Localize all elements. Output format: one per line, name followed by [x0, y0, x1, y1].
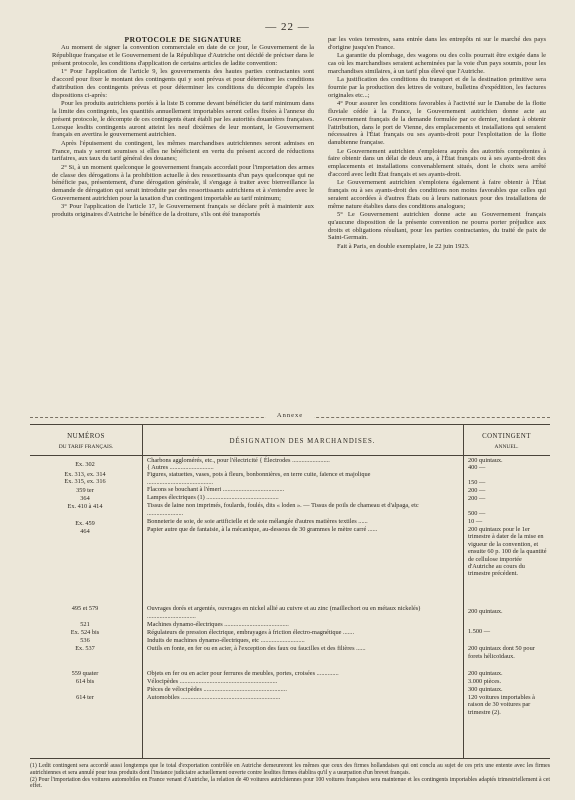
paragraph: par les voies terrestres, sans entrée dans les entrepôts ni sur le marché des pays d'origine jusqu'en France.	[328, 36, 546, 51]
quota-value: 200 quintaux.	[468, 670, 503, 677]
footnotes	[30, 763, 550, 790]
goods-designation: Papier autre que de fantaisie, à la mécanique, au-dessous de 30 grammes le mètre carré ......	[147, 526, 378, 533]
goods-designation: Bonneterie de soie, de soie artificielle et de soie mélangée d'autres matières textiles ......	[147, 518, 368, 525]
quota-value: 200 quintaux pour le 1er trimestre à dater de la mise en vigueur de la convention, et ensuite 60 p. 100 de la quantité de cellulose importée d'Autriche au cours du trimestre précédent.	[468, 526, 547, 578]
tariff-number: 359 ter	[76, 487, 94, 494]
paragraph: 4° Pour assurer les conditions favorables à l'activité sur le Danube de la flotte fluviale cédée à la France, le Gouvernement autrichien donne acte au Gouvernement français de la demande formulée par ce dernier, tendant à obtenir l'attribution, dans le port de Vienne, des emplacements et installations qui seraient nécessaires à l'État français ou ses ayants-droit pour l'exploitation de la flotte danubienne française.	[328, 100, 546, 147]
header-quota-sub: ANNUEL.	[494, 444, 519, 450]
goods-designation: Machines dynamo-électriques .........................................	[147, 621, 289, 628]
goods-designation: Induits de machines dynamo-électriques, etc ............................	[147, 637, 305, 644]
tariff-number: Ex. 537	[75, 645, 95, 652]
quota-value: 400 —	[468, 464, 486, 471]
goods-designation: Automobiles ...............................................................	[147, 694, 281, 701]
paragraph: 5° Le Gouvernement autrichien donne acte au Gouvernement français qu'aucune disposition de la présente convention ne pourra porter préjudice aux droits et obligations résultant, pour les parties contractantes, du traité de paix de Saint-Germain.	[328, 211, 546, 242]
page-number: — 22 —	[265, 21, 310, 33]
quota-value: 3.000 pièces.	[468, 678, 502, 685]
tariff-number: Ex. 459	[75, 520, 95, 527]
header-numbers-sub: DU TARIF FRANÇAIS.	[58, 444, 114, 450]
quota-value: 10 —	[468, 518, 483, 525]
quota-value: 120 voitures importables à raison de 30 voitures par trimestre (2).	[468, 694, 535, 716]
goods-designation: Outils en fonte, en fer ou en acier, à l'exception des faux ou faucilles et des filières ......	[147, 645, 366, 652]
quota-value: 200 —	[468, 487, 486, 494]
tariff-number: 536	[80, 637, 90, 644]
quota-value: 300 quintaux.	[468, 686, 503, 693]
quota-value: 200 quintaux.	[468, 608, 503, 615]
annex-divider	[30, 412, 550, 422]
goods-designation: Flacons se bouchant à l'émeri .......................................	[147, 486, 285, 493]
tariff-number: 614 bis	[75, 678, 95, 685]
paragraph: La garantie du plombage, des wagons ou des colis pourrait être exigée dans le cas où les marchandises seraient acheminées par la voie d'un pays soumis, pour les marchandises similaires, à un tarif plus élevé que l'Autriche.	[328, 52, 546, 75]
column-divider	[463, 424, 464, 759]
paragraph: Après l'épuisement du contingent, les mêmes marchandises autrichiennes seront admises en France, mais y seront soumises si elles ne bénéficient en vertu du présent accord de réductions tarifaires, aux taux du tarif général des douanes;	[52, 139, 314, 163]
goods-designation: Tissus de laine non imprimés, foulards, foulés, dits « loden ». — Tissus de poils de chameau et d'alpaga, etc .......................	[147, 502, 419, 517]
goods-designation: Vélocipèdes ..............................................................	[147, 678, 278, 685]
tariff-number: 614 ter	[76, 694, 94, 701]
header-designation: DÉSIGNATION DES MARCHANDISES.	[229, 438, 376, 445]
quota-table	[30, 424, 550, 759]
goods-designation: Pièces de vélocipèdes .....................................................	[147, 686, 287, 693]
protocol-heading: PROTOCOLE DE SIGNATURE	[124, 35, 242, 44]
tariff-number: 364	[80, 495, 90, 502]
quota-value: 200 quintaux.	[468, 457, 503, 464]
footnote-1: (1) Ledit contingent sera accordé aussi longtemps que le total d'exportation contrôlée en Autriche demeureront les mêmes que ceux des firmes hollandaises qui ont conclu au sujet de ces prix une entente avec les firmes autrichiennes et sera annulé pour tous produits dont l'instance judiciaire actuellement ouverte contre lesdites firmes établira qu'il y a usurpation d'un brevet français.	[30, 763, 550, 776]
table-top-rule	[30, 424, 550, 425]
goods-designation: { Autres ............................	[147, 464, 214, 471]
right-column	[328, 36, 546, 251]
footnote-2: (2) Pour l'importation des voitures automobiles en France venant d'Autriche, la relation de 40 voitures autrichiennes pour 100 voitures françaises sera maintenue et les contingents importables adaptés trimestriellement à cet effet.	[30, 776, 550, 790]
goods-designation: Charbons agglomérés, etc., pour l'électricité { Électrodes ........................	[147, 457, 330, 464]
left-column	[52, 36, 314, 219]
paragraph: 3° Pour l'application de l'article 17, le Gouvernement français se déclare prêt à maintenir aux produits originaires d'Autriche le bénéfice de la droiture, s'ils ont été transportés	[52, 203, 314, 219]
header-numbers: NUMÉROS	[67, 432, 105, 440]
column-divider	[142, 424, 143, 759]
paragraph: Pour les produits autrichiens portés à la liste B comme devant bénéficier du tarif minimum dans la limite des contingents, les quantités annuellement importables seront celles fixées à l'annexe du présent protocole, le décompte de ces contingents étant établi par les autorités douanières françaises. Lorsque lesdits contingents auront atteint les neuf dixièmes de leur montant, le Gouvernement français en avertira le gouvernement autrichien.	[52, 100, 314, 139]
paragraph: Le Gouvernement autrichien s'emploiera également à faire obtenir à l'État français ou à ses ayants-droit des conditions non moins favorables que celles qui seraient accordées à d'autres États ou à leurs nationaux pour des installations de même nature établies dans des conditions analogues;	[328, 179, 546, 210]
paragraph: Au moment de signer la convention commerciale en date de ce jour, le Gouvernement de la République française et le Gouvernement de la République d'Autriche ont décidé de préciser dans le présent protocole, les conditions d'application de certains articles de ladite convention:	[52, 44, 314, 67]
quota-value: 200 —	[468, 495, 486, 502]
goods-designation: Objets en fer ou en acier pour ferrures de meubles, portes, croisées ..............	[147, 670, 339, 677]
goods-designation: Ouvrages dorés et argentés, ouvrages en nickel allié au cuivre et au zinc (maillechort ou en métaux nickelés) ...............................	[147, 605, 421, 620]
goods-designation: Figures, statuettes, vases, pots à fleurs, bonbonnières, en terre cuite, faïence et majolique ..........................................	[147, 471, 371, 486]
tariff-number: 464	[80, 528, 90, 535]
header-rule	[30, 455, 550, 456]
tariff-number: Ex. 313, ex. 314	[64, 471, 106, 478]
paragraph: Le Gouvernement autrichien s'emploiera auprès des autorités compétentes à faire obtenir dans un délai de deux ans, à l'État français ou à ses ayants-droit des emplacements et installations convenablement situés, dont le choix sera arrêté d'accord avec ledit État français et ses ayants-droit.	[328, 147, 546, 178]
tariff-number: Ex. 410 à 414	[67, 503, 103, 510]
tariff-number: 559 quater	[71, 670, 99, 677]
quota-value: 150 —	[468, 479, 486, 486]
signature-line: Fait à Paris, en double exemplaire, le 22 juin 1923.	[337, 242, 470, 250]
quota-value: 200 quintaux dont 50 pour forets hélicoïdaux.	[468, 645, 535, 660]
header-quota: CONTINGENT	[482, 433, 531, 440]
quota-value: 500 —	[468, 510, 486, 517]
tariff-number: Ex. 315, ex. 316	[64, 478, 106, 485]
paragraph: La justification des conditions du transport et de la destination primitive sera fournie par la production des lettres de voiture, bulletins d'expédition, les factures originales etc...;	[328, 76, 546, 99]
tariff-number: 521	[80, 621, 90, 628]
tariff-number: Ex. 302	[75, 461, 95, 468]
tariff-number: 495 et 579	[71, 605, 99, 612]
annex-label: Annexe	[266, 412, 314, 419]
table-bottom-rule	[30, 758, 550, 759]
quota-value: 1.500 —	[468, 628, 491, 635]
paragraph: 1° Pour l'application de l'article 9, les gouvernements des hautes parties contractantes sont d'accord pour fixer le montant des contingents qui y sont prévus et pour déterminer les conditions d'attribution des contingents prévus et pour déterminer les conditions du décompte d'après les dispositions ci-après:	[52, 68, 314, 99]
goods-designation: Régulateurs de pression électrique, embrayages à friction électro-magnétique .......	[147, 629, 355, 636]
tariff-number: Ex. 524 bis	[70, 629, 100, 636]
paragraph: 2° Si, à un moment quelconque le gouvernement français accordait pour l'importation des armes de classe des dérogations à la prohibition actuelle à des ressortissants d'un pays quelconque qui ne bénéficie pas, présentement, d'une dérogation générale, il s'engage à traiter avec bienveillance la demande de dérogation qui serait introduite par des ressortissants autrichiens et à s'entendre avec le Gouvernement autrichien pour la taxation d'un contingent importable au tarif minimum;	[52, 163, 314, 202]
goods-designation: Lampes électriques (1) ..............................................	[147, 494, 279, 501]
